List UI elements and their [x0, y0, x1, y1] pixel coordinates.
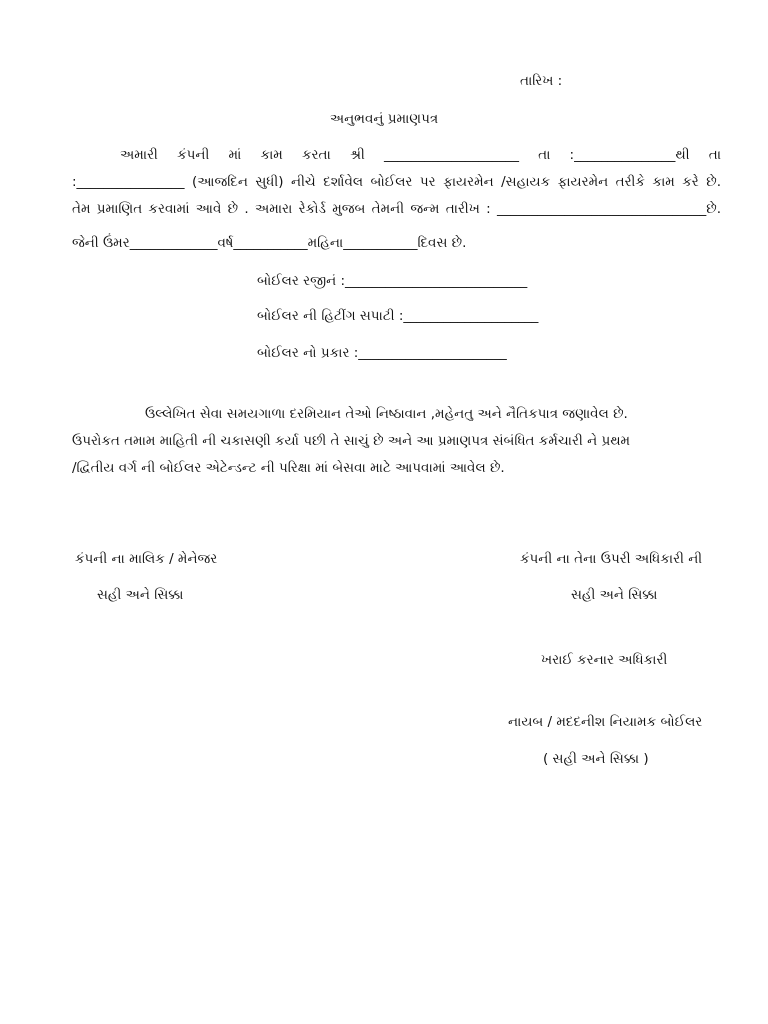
owner-manager-title: કંપની ના માલિક / મેનેજર	[75, 551, 218, 567]
verifying-officer: ખરાઈ કરનાર અધિકારી	[541, 652, 668, 668]
body-line-1: અમારી કંપની માં કામ કરતા શ્રી ____________________ તા :_______________થી તા	[120, 147, 721, 163]
boiler-director-title: નાયબ / મદદનીશ નિયામક બોઈલર	[508, 714, 703, 730]
boiler-type: બોઈલર નો પ્રકાર :______________________	[257, 345, 507, 361]
boiler-heating-surface: બોઈલર ની હિટીંગ સપાટી :____________________	[257, 308, 539, 324]
boiler-registration: બોઈલર રજીનં :___________________________	[257, 273, 528, 289]
age-line: જેની ઉંમર_____________વર્ષ___________મહિના___________દિવસ છે.	[72, 235, 467, 251]
superior-signature-seal: સહી અને સિક્કા	[571, 587, 658, 603]
owner-signature-seal: સહી અને સિક્કા	[97, 587, 184, 603]
certification-line-3: /દ્વિતીય વર્ગ ની બોઈલર એટેન્ડન્ટ ની પરિક્ષા માં બેસવા માટે આપવામાં આવેલ છે.	[72, 460, 505, 476]
body-line-3: તેમ પ્રમાણિત કરવામાં આવે છે . અમારા રેકોર્ડ મુજબ તેમની જન્મ તારીખ : _______________________________છે.	[72, 201, 721, 217]
superior-officer-title: કંપની ના તેના ઉપરી અધિકારી ની	[520, 551, 703, 567]
date-label: તારિખ :	[520, 73, 563, 89]
body-line-2: :________________ (આજદિન સુધી) નીચે દર્શાવેલ બોઈલર પર ફાયરમેન /સહાયક ફાયરમેન તરીકે કામ કરે છે.	[72, 174, 721, 190]
document-title: અનુભવનું પ્રમાણપત્ર	[329, 111, 439, 127]
certification-line-2: ઉપરોકત તમામ માહિતી ની ચકાસણી કર્યા પછી તે સાચું છે અને આ પ્રમાણપત્ર સંબંધિત કર્મચારી ને પ્રથમ	[72, 433, 631, 449]
certification-line-1: ઉલ્લેખિત સેવા સમયગાળા દરમિયાન તેઓ નિષ્ઠાવાન ,મહેનતુ અને નૈતિકપાત્ર જણાવેલ છે.	[145, 406, 628, 422]
director-signature-seal: ( સહી અને સિક્કા )	[543, 751, 649, 767]
